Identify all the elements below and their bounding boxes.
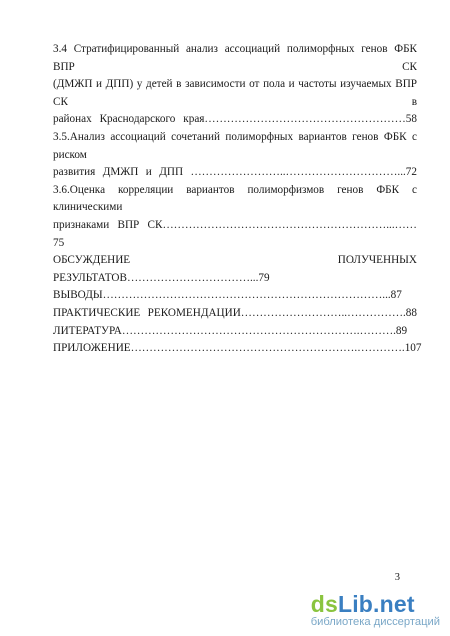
watermark-logo [310, 590, 440, 628]
dslib-logo [310, 590, 440, 617]
logo-ds: ds [310, 590, 338, 617]
toc-line-conclusions: ВЫВОДЫ…………………………………………………………………...87 [53, 289, 402, 302]
toc-line-3-6-end: признаками ВПР СК……………………………………………………...……75 [53, 218, 417, 249]
toc-line-3-4-cont: (ДМЖП и ДПП) у детей в зависимости от пола и частоты изучаемых ВПР СК в [53, 78, 417, 108]
toc-line-discussion: ОБСУЖДЕНИЕ ПОЛУЧЕННЫХ РЕЗУЛЬТАТОВ……………………………...79 [53, 254, 417, 284]
table-of-contents [53, 41, 422, 358]
page-number: 3 [394, 572, 400, 583]
toc-line-3-6-title: 3.6.Оценка корреляции вариантов полиморфизмов генов ФБК с клиническими [53, 183, 417, 214]
toc-line-3-4-end: районах Краснодарского края………………………………………………58 [53, 113, 417, 126]
toc-line-3-5-end: развития ДМЖП и ДПП ……………………..…………………………...72 [53, 166, 417, 179]
toc-line-3-5-title: 3.5.Анализ ассоциаций сочетаний полиморфных вариантов генов ФБК с риском [53, 130, 417, 161]
toc-line-literature: ЛИТЕРАТУРА……………………………………………………….……….89 [53, 324, 408, 337]
logo-lib: Lib.net [337, 590, 415, 617]
watermark-subtitle: библиотека диссертаций [310, 615, 440, 628]
toc-line-3-4-title: 3.4 Стратифицированный анализ ассоциаций полиморфных генов ФБК ВПР СК [53, 43, 417, 73]
toc-line-appendix: ПРИЛОЖЕНИЕ…………………………………………………….………….107 [53, 342, 422, 355]
toc-line-recommendations: ПРАКТИЧЕСКИЕ РЕКОМЕНДАЦИИ………………………..…………….88 [53, 306, 417, 319]
